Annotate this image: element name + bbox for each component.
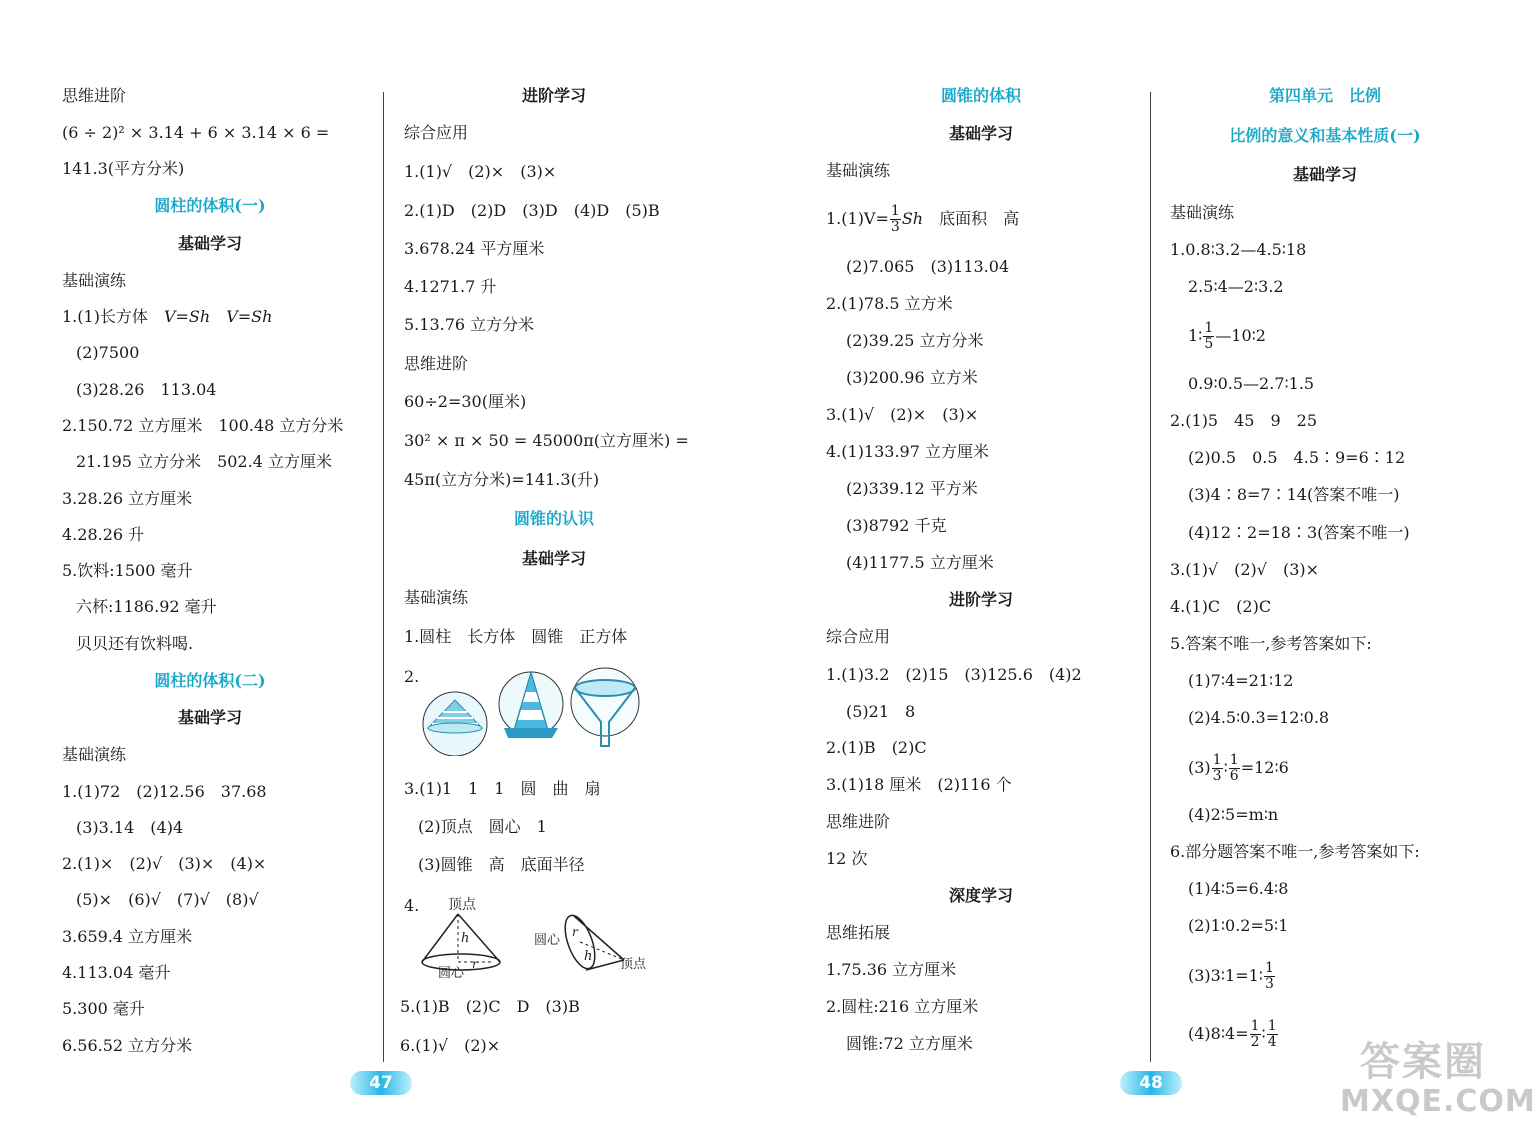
text-line: 3.(1)√ (2)× (3)× — [826, 405, 979, 424]
text-line: 60÷2=30(厘米) — [404, 392, 527, 411]
text-line: 0.9∶0.5—2.7∶1.5 — [1188, 374, 1315, 393]
section-title: 圆锥的体积 — [940, 86, 1021, 105]
apex-label: 顶点 — [620, 957, 647, 972]
text-line: (3)3.14 (4)4 — [76, 818, 184, 837]
text-line: (2)7.065 (3)113.04 — [846, 257, 1010, 276]
text-line: 4.28.26 升 — [62, 525, 145, 544]
radius-label: r — [572, 925, 578, 939]
text-line: 3.28.26 立方厘米 — [62, 489, 193, 508]
text-line: 3.(1)1 1 1 圆 曲 扇 — [404, 779, 601, 798]
text-line: 1.圆柱 长方体 圆锥 正方体 — [404, 627, 628, 646]
text-line: 4.(1)133.97 立方厘米 — [826, 442, 990, 461]
text-line: 5.300 毫升 — [62, 999, 145, 1018]
text-line: (2)7500 — [76, 343, 140, 362]
text-line: (2)39.25 立方分米 — [846, 331, 984, 350]
text-line: (5)× (6)√ (7)√ (8)√ — [76, 890, 259, 909]
text-line: 1.(1)长方体 V=Sh V=Sh — [62, 307, 273, 326]
text-line: 3.(1)18 厘米 (2)116 个 — [826, 775, 1012, 794]
page-number-right: 48 — [1120, 1071, 1182, 1095]
text-line: 1.(1)V= $\frac{1}{3}$ Sh 底面积 高 — [826, 203, 1020, 235]
text-line: 1.0.8∶3.2—4.5∶18 — [1170, 240, 1307, 259]
text-line: 2.圆柱:216 立方厘米 — [826, 997, 979, 1016]
text-line: (3) $\frac{1}{3}$ ∶ $\frac{1}{6}$ =12∶6 — [1188, 752, 1289, 784]
apex-label: 顶点 — [448, 897, 476, 913]
center-label: 圆心 — [438, 966, 465, 980]
text-line: (3)4∶8=7∶14(答案不唯一) — [1188, 485, 1400, 504]
text-line: 5.13.76 立方分米 — [404, 315, 535, 334]
text-line: 3.659.4 立方厘米 — [62, 927, 193, 946]
text-line: 1.(1)72 (2)12.56 37.68 — [62, 782, 267, 801]
radius-label: r — [472, 957, 478, 971]
text-line: 6.(1)√ (2)× — [400, 1036, 501, 1055]
subsection-title: 基础学习 — [948, 124, 1013, 143]
text-line: 2.150.72 立方厘米 100.48 立方分米 — [62, 416, 344, 435]
text-line: 综合应用 — [404, 123, 469, 142]
text-line: 5.(1)B (2)C D (3)B — [400, 997, 580, 1016]
text-line: (2)1∶0.2=5∶1 — [1188, 916, 1289, 935]
text-line: 6.56.52 立方分米 — [62, 1036, 193, 1055]
text-line: (2)顶点 圆心 1 — [418, 817, 547, 836]
text-line: (1)4∶5=6.4∶8 — [1188, 879, 1289, 898]
section-title: 比例的意义和基本性质(一) — [1229, 126, 1421, 145]
text-line: 45π(立方分米)=141.3(升) — [404, 470, 600, 489]
page-number-left: 47 — [350, 1071, 412, 1095]
subsection-title: 深度学习 — [948, 886, 1013, 905]
text-line: (3)200.96 立方米 — [846, 368, 978, 387]
cone-diagram-tilted — [534, 912, 647, 973]
text-line: 2.5∶4—2∶3.2 — [1188, 277, 1284, 296]
text-line: 1.(1)√ (2)× (3)× — [404, 162, 557, 181]
unit-title: 第四单元 比例 — [1268, 86, 1381, 105]
text-line: 基础演练 — [62, 271, 127, 290]
text-line: (2)0.5 0.5 4.5∶9=6∶12 — [1188, 448, 1406, 467]
cone-diagram-figure — [414, 890, 664, 980]
text-line: 2.(1)78.5 立方米 — [826, 294, 953, 313]
text-line: 1.(1)3.2 (2)15 (3)125.6 (4)2 — [826, 665, 1082, 684]
text-line: 基础演练 — [826, 161, 891, 180]
section-title: 圆锥的认识 — [513, 509, 594, 528]
section-title: 圆柱的体积(二) — [154, 671, 266, 690]
text-line: 基础演练 — [62, 745, 127, 764]
text-line: 基础演练 — [404, 588, 469, 607]
watermark-url: MXQE.COM — [1340, 1084, 1536, 1119]
text-line: 思维进阶 — [826, 812, 891, 831]
text-line: 思维拓展 — [826, 923, 891, 942]
column-divider-2 — [1150, 92, 1151, 1062]
text-line: 12 次 — [826, 849, 868, 868]
fan-cone-picture — [423, 692, 487, 756]
traffic-cone-picture — [499, 672, 563, 738]
text-line: 21.195 立方分米 502.4 立方厘米 — [76, 452, 332, 471]
section-title: 圆柱的体积(一) — [154, 196, 266, 215]
funnel-picture — [571, 668, 639, 746]
text-line: 基础演练 — [1170, 203, 1235, 222]
text-line: (2)4.5∶0.3=12∶0.8 — [1188, 708, 1330, 727]
subsection-title: 进阶学习 — [948, 590, 1013, 609]
center-label: 圆心 — [534, 933, 561, 948]
subsection-title: 基础学习 — [1292, 165, 1357, 184]
text-line: (1)7∶4=21∶12 — [1188, 671, 1294, 690]
text-line: (3)3∶1=1∶ $\frac{1}{3}$ — [1188, 960, 1274, 992]
text-line: (5)21 8 — [846, 702, 916, 721]
text-line: 4.113.04 毫升 — [62, 963, 171, 982]
text-line: 六杯:1186.92 毫升 — [76, 597, 217, 616]
subsection-title: 基础学习 — [521, 549, 586, 568]
text-line: 圆锥:72 立方厘米 — [846, 1034, 973, 1053]
text-line: 综合应用 — [826, 627, 891, 646]
text-line: (3)圆锥 高 底面半径 — [418, 855, 585, 874]
text-line: (4)12∶2=18∶3(答案不唯一) — [1188, 523, 1410, 542]
text-line: 思维进阶 — [62, 86, 127, 105]
text-line: 2.(1)D (2)D (3)D (4)D (5)B — [404, 201, 660, 220]
text-line: (4)2∶5=m∶n — [1188, 805, 1279, 824]
text-line: 2.(1)5 45 9 25 — [1170, 411, 1318, 430]
text-line: 4.(1)C (2)C — [1170, 597, 1272, 616]
subsection-title: 基础学习 — [177, 708, 242, 727]
text-line: (3)28.26 113.04 — [76, 380, 217, 399]
text-line: 141.3(平方分米) — [62, 159, 185, 178]
text-line: 5.饮料:1500 毫升 — [62, 561, 193, 580]
height-label: h — [584, 949, 593, 964]
text-line: 30² × π × 50 = 45000π(立方厘米) = — [404, 431, 689, 450]
cone-pictures-figure — [418, 664, 650, 756]
text-line: 1.75.36 立方厘米 — [826, 960, 957, 979]
text-line: 5.答案不唯一,参考答案如下: — [1170, 634, 1372, 653]
text-line: 3.678.24 平方厘米 — [404, 239, 545, 258]
text-line: 贝贝还有饮料喝. — [76, 634, 194, 653]
subsection-title: 基础学习 — [177, 234, 242, 253]
text-line: (4)8∶4= $\frac{1}{2}$ ∶ $\frac{1}{4}$ — [1188, 1018, 1277, 1050]
text-line: 4.1271.7 升 — [404, 277, 497, 296]
text-line: 1∶ $\frac{1}{5}$ —10∶2 — [1188, 320, 1266, 352]
text-line: 2.(1)B (2)C — [826, 738, 927, 757]
height-label: h — [461, 931, 470, 946]
text-line: 2.(1)× (2)√ (3)× (4)× — [62, 854, 267, 873]
text-line: (2)339.12 平方米 — [846, 479, 978, 498]
subsection-title: 进阶学习 — [521, 86, 586, 105]
text-line: 3.(1)√ (2)√ (3)× — [1170, 560, 1320, 579]
column-divider-1 — [383, 92, 384, 1062]
cone-diagram-upright — [422, 896, 500, 980]
text-line: (4)1177.5 立方厘米 — [846, 553, 994, 572]
text-line: 6.部分题答案不唯一,参考答案如下: — [1170, 842, 1420, 861]
text-line: (3)8792 千克 — [846, 516, 947, 535]
watermark-logo: 答案圈 — [1360, 1039, 1486, 1085]
text-line: 4. — [404, 896, 420, 915]
text-line: (6 ÷ 2)² × 3.14 + 6 × 3.14 × 6 = — [62, 123, 330, 142]
text-line: 思维进阶 — [404, 354, 469, 373]
text-line: 2. — [404, 667, 420, 686]
